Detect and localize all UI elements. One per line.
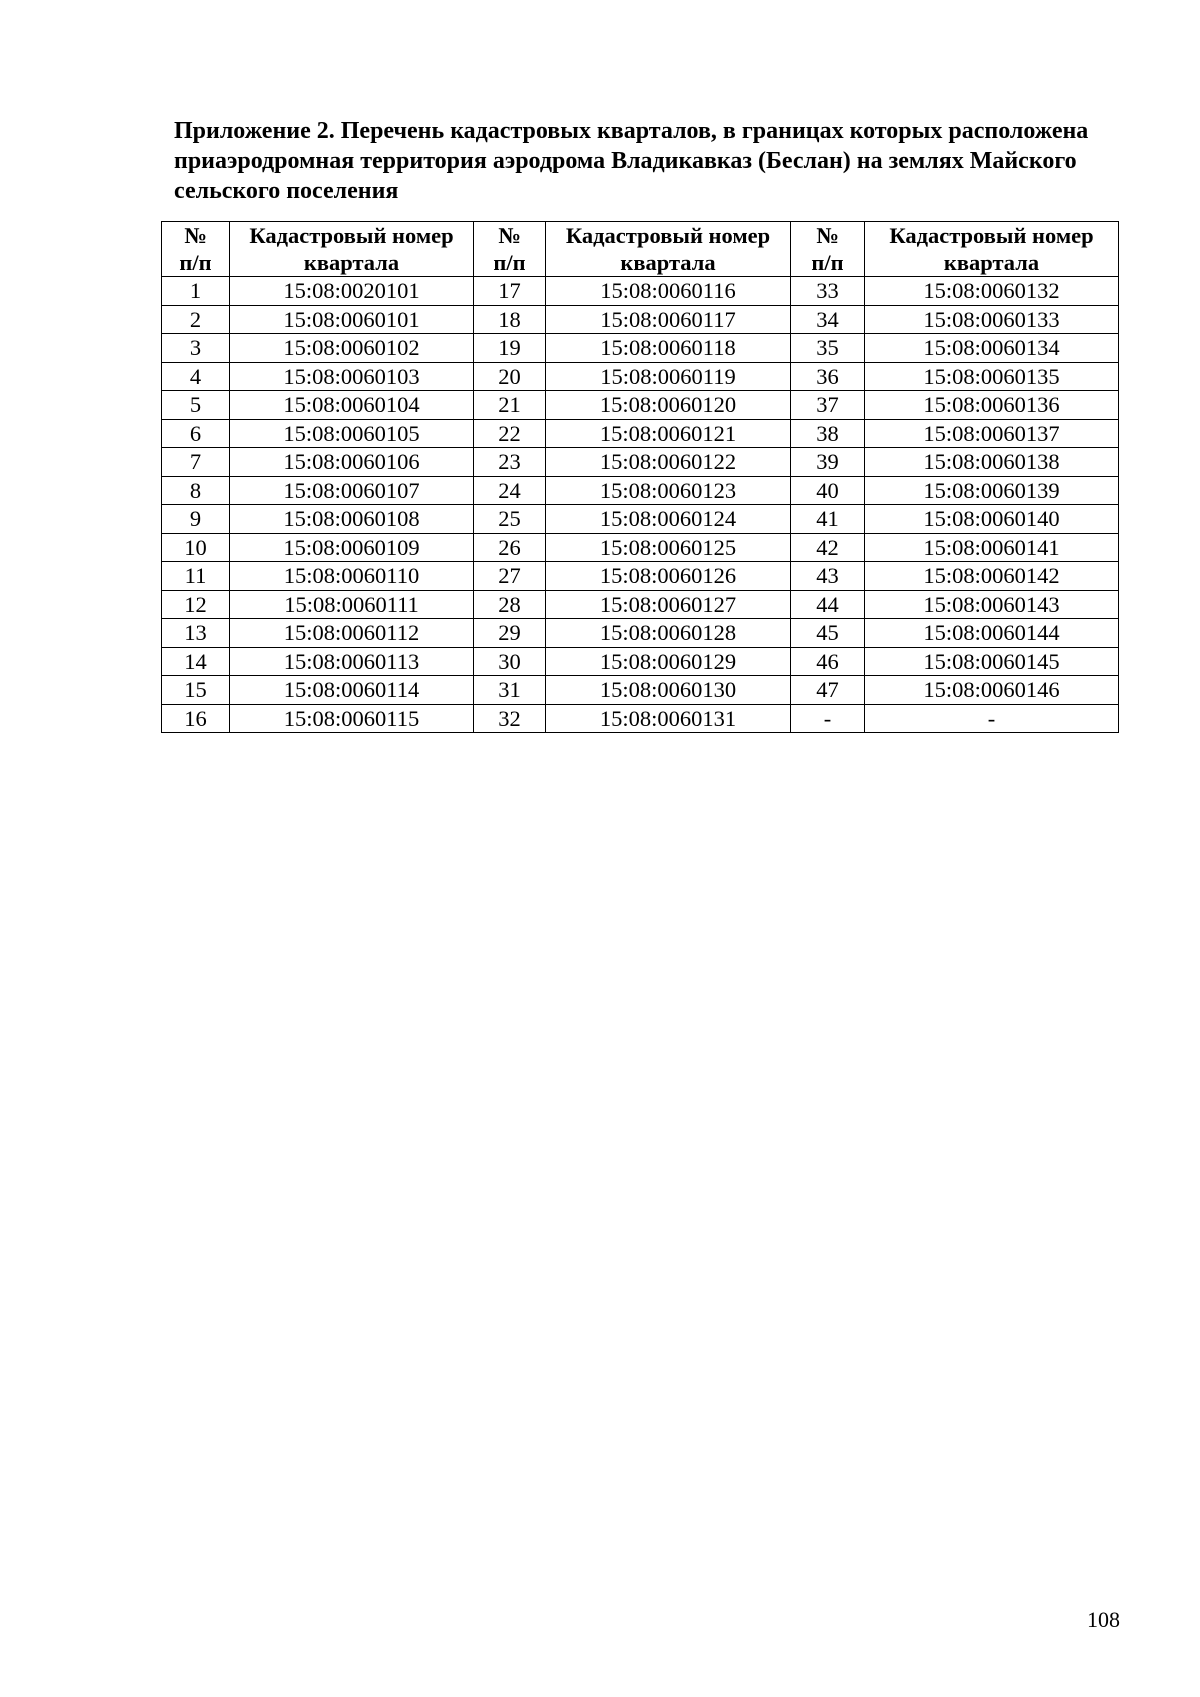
cadastral-number-cell: 15:08:0060136 (865, 391, 1119, 420)
cadastral-number-cell: 15:08:0060109 (230, 533, 474, 562)
row-number-cell: - (791, 704, 865, 733)
cadastral-number-cell: 15:08:0060141 (865, 533, 1119, 562)
table-row (162, 590, 1119, 619)
row-number-cell: 38 (791, 419, 865, 448)
cadastral-number-cell: 15:08:0060140 (865, 505, 1119, 534)
cadastral-number-cell: 15:08:0060137 (865, 419, 1119, 448)
cadastral-number-cell: 15:08:0060106 (230, 448, 474, 477)
row-number-cell: 10 (162, 533, 230, 562)
table-row (162, 619, 1119, 648)
row-number-cell: 45 (791, 619, 865, 648)
cadastral-number-cell: 15:08:0060116 (546, 277, 791, 306)
table-row (162, 419, 1119, 448)
cadastral-number-cell: 15:08:0060114 (230, 676, 474, 705)
cadastral-number-cell: 15:08:0060101 (230, 305, 474, 334)
row-number-cell: 46 (791, 647, 865, 676)
page-number: 108 (1087, 1607, 1120, 1632)
row-number-cell: 6 (162, 419, 230, 448)
row-number-cell: 5 (162, 391, 230, 420)
row-number-cell: 8 (162, 476, 230, 505)
row-number-cell: 31 (474, 676, 546, 705)
table-body (162, 277, 1119, 733)
table-header (162, 222, 1119, 277)
table-row (162, 362, 1119, 391)
table-row (162, 391, 1119, 420)
row-number-cell: 24 (474, 476, 546, 505)
row-number-cell: 28 (474, 590, 546, 619)
row-number-cell: 47 (791, 676, 865, 705)
row-number-cell: 18 (474, 305, 546, 334)
cadastral-number-cell: 15:08:0020101 (230, 277, 474, 306)
row-number-cell: 11 (162, 562, 230, 591)
header-label-line1: Кадастровый номер (565, 223, 771, 248)
cadastral-number-cell: 15:08:0060103 (230, 362, 474, 391)
row-number-cell: 26 (474, 533, 546, 562)
cadastral-number-cell: 15:08:0060107 (230, 476, 474, 505)
page-title: Приложение 2. Перечень кадастровых кварталов, в границах которых расположена приаэродромная территория аэродрома Владикавказ (Беслан) на землях Майского сельского поселения (174, 118, 1089, 204)
cadastral-number-cell: 15:08:0060128 (546, 619, 791, 648)
cadastral-number-cell: 15:08:0060111 (230, 590, 474, 619)
row-number-cell: 33 (791, 277, 865, 306)
header-row (162, 222, 1119, 277)
cadastral-number-cell: 15:08:0060102 (230, 334, 474, 363)
cadastral-number-cell: 15:08:0060119 (546, 362, 791, 391)
row-number-cell: 34 (791, 305, 865, 334)
row-number-cell: 23 (474, 448, 546, 477)
cadastral-number-cell: 15:08:0060115 (230, 704, 474, 733)
table-row (162, 277, 1119, 306)
cadastral-number-cell: 15:08:0060134 (865, 334, 1119, 363)
header-label-line2: п/п (179, 250, 212, 275)
cadastral-number-cell: 15:08:0060129 (546, 647, 791, 676)
cadastral-number-cell: 15:08:0060108 (230, 505, 474, 534)
row-number-cell: 16 (162, 704, 230, 733)
table-row (162, 505, 1119, 534)
cadastral-number-cell: 15:08:0060105 (230, 419, 474, 448)
cadastral-number-cell: 15:08:0060146 (865, 676, 1119, 705)
cadastral-number-cell: 15:08:0060113 (230, 647, 474, 676)
header-cadastral-number-1 (230, 222, 474, 277)
cadastral-number-cell: 15:08:0060125 (546, 533, 791, 562)
cadastral-number-cell: 15:08:0060131 (546, 704, 791, 733)
cadastral-number-cell: 15:08:0060112 (230, 619, 474, 648)
header-label-line1: № (184, 223, 207, 248)
cadastral-number-cell: 15:08:0060123 (546, 476, 791, 505)
row-number-cell: 7 (162, 448, 230, 477)
cadastral-number-cell: 15:08:0060110 (230, 562, 474, 591)
table-row (162, 533, 1119, 562)
header-label-line2: п/п (493, 250, 526, 275)
header-cadastral-number-3 (865, 222, 1119, 277)
row-number-cell: 15 (162, 676, 230, 705)
row-number-cell: 32 (474, 704, 546, 733)
table-row (162, 448, 1119, 477)
cadastral-number-cell: 15:08:0060120 (546, 391, 791, 420)
row-number-cell: 43 (791, 562, 865, 591)
row-number-cell: 42 (791, 533, 865, 562)
table-row (162, 562, 1119, 591)
table-row (162, 305, 1119, 334)
header-cadastral-number-2 (546, 222, 791, 277)
row-number-cell: 27 (474, 562, 546, 591)
cadastral-number-cell: 15:08:0060124 (546, 505, 791, 534)
row-number-cell: 36 (791, 362, 865, 391)
table-row (162, 334, 1119, 363)
header-label-line1: № (498, 223, 521, 248)
header-label-line1: № (816, 223, 839, 248)
row-number-cell: 37 (791, 391, 865, 420)
header-label-line2: квартала (620, 250, 716, 275)
cadastral-number-cell: 15:08:0060135 (865, 362, 1119, 391)
cadastral-number-cell: 15:08:0060138 (865, 448, 1119, 477)
row-number-cell: 4 (162, 362, 230, 391)
cadastral-number-cell: 15:08:0060122 (546, 448, 791, 477)
row-number-cell: 1 (162, 277, 230, 306)
row-number-cell: 17 (474, 277, 546, 306)
cadastral-number-cell: 15:08:0060144 (865, 619, 1119, 648)
cadastral-number-cell: 15:08:0060117 (546, 305, 791, 334)
header-label-line1: Кадастровый номер (249, 223, 454, 248)
table-row (162, 476, 1119, 505)
header-label-line2: п/п (811, 250, 844, 275)
header-label-line2: квартала (943, 250, 1040, 275)
cadastral-number-cell: 15:08:0060139 (865, 476, 1119, 505)
cadastral-number-cell: 15:08:0060118 (546, 334, 791, 363)
cadastral-number-cell: 15:08:0060104 (230, 391, 474, 420)
header-label-line2: квартала (303, 250, 400, 275)
cadastral-number-cell: 15:08:0060142 (865, 562, 1119, 591)
row-number-cell: 9 (162, 505, 230, 534)
row-number-cell: 35 (791, 334, 865, 363)
row-number-cell: 39 (791, 448, 865, 477)
header-label-line1: Кадастровый номер (889, 223, 1094, 248)
cadastral-number-cell: 15:08:0060145 (865, 647, 1119, 676)
header-row-number-1 (162, 222, 230, 277)
row-number-cell: 41 (791, 505, 865, 534)
row-number-cell: 21 (474, 391, 546, 420)
row-number-cell: 12 (162, 590, 230, 619)
table-row (162, 676, 1119, 705)
row-number-cell: 2 (162, 305, 230, 334)
row-number-cell: 44 (791, 590, 865, 619)
row-number-cell: 20 (474, 362, 546, 391)
cadastral-number-cell: 15:08:0060127 (546, 590, 791, 619)
cadastral-number-cell: 15:08:0060132 (865, 277, 1119, 306)
table-row (162, 647, 1119, 676)
row-number-cell: 25 (474, 505, 546, 534)
cadastral-number-cell: 15:08:0060143 (865, 590, 1119, 619)
header-row-number-3 (791, 222, 865, 277)
row-number-cell: 30 (474, 647, 546, 676)
cadastral-number-cell: - (865, 704, 1119, 733)
cadastral-number-cell: 15:08:0060126 (546, 562, 791, 591)
table-row (162, 704, 1119, 733)
header-row-number-2 (474, 222, 546, 277)
cadastral-quarters-table (161, 221, 1119, 733)
row-number-cell: 29 (474, 619, 546, 648)
row-number-cell: 3 (162, 334, 230, 363)
row-number-cell: 14 (162, 647, 230, 676)
cadastral-number-cell: 15:08:0060130 (546, 676, 791, 705)
row-number-cell: 13 (162, 619, 230, 648)
row-number-cell: 22 (474, 419, 546, 448)
row-number-cell: 40 (791, 476, 865, 505)
cadastral-number-cell: 15:08:0060121 (546, 419, 791, 448)
cadastral-number-cell: 15:08:0060133 (865, 305, 1119, 334)
row-number-cell: 19 (474, 334, 546, 363)
